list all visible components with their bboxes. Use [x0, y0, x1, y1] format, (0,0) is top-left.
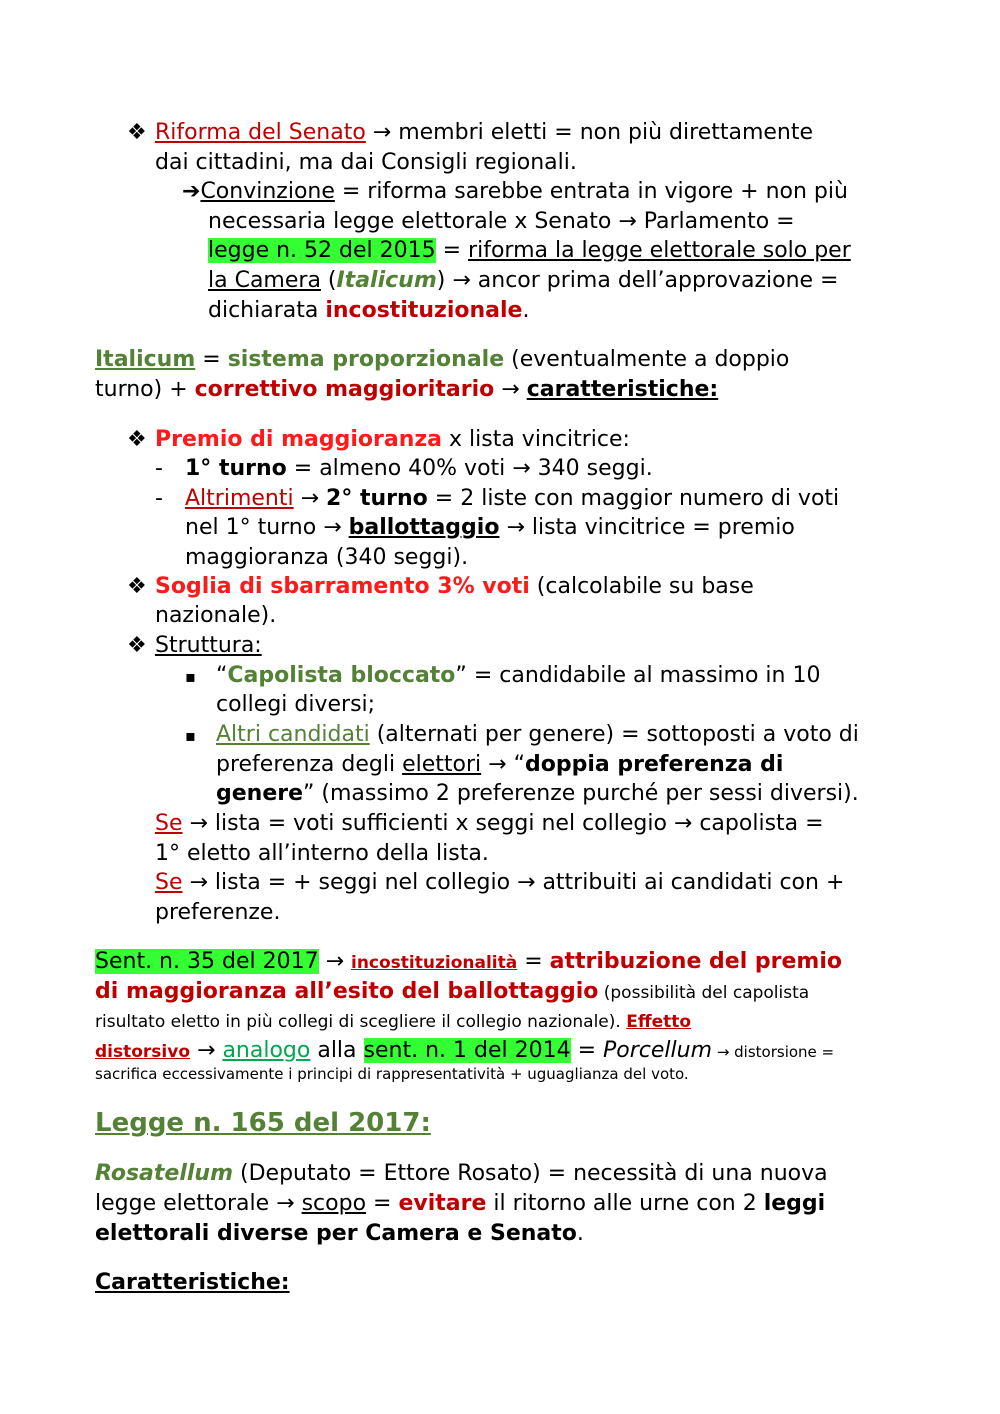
text-line: nel 1° turno → ballottaggio → lista vincitrice = premio [185, 515, 795, 540]
diamond-bullet-icon: ❖ [127, 633, 147, 658]
paragraph-italicum: Italicum = sistema proporzionale (eventualmente a doppio [95, 347, 790, 372]
text-line: la Camera (Italicum) → ancor prima dell’approvazione = [208, 268, 839, 293]
highlight-sent-35: Sent. n. 35 del 2017 [95, 949, 319, 974]
text-line-se: Se → lista = voti sufficienti x seggi nel collegio → capolista = [155, 811, 824, 836]
square-bullet-icon: ▪ [185, 667, 196, 686]
bullet-line-riforma-senato: ❖ Riforma del Senato → membri eletti = non più direttamente [127, 118, 813, 148]
text-line: dai cittadini, ma dai Consigli regionali. [155, 150, 577, 175]
text-line: dichiarata incostituzionale. [208, 298, 530, 323]
dash-bullet: - [155, 456, 163, 481]
subheading-caratteristiche: Caratteristiche: [95, 1270, 290, 1295]
text-line: di maggioranza all’esito del ballottaggio (possibilità del capolista [95, 979, 810, 1004]
text-line: turno) + correttivo maggioritario → caratteristiche: [95, 377, 719, 402]
bullet-line-struttura: ❖ Struttura: [127, 631, 262, 661]
text-line: genere” (massimo 2 preferenze purché per sessi diversi). [216, 781, 859, 806]
text-line: necessaria legge elettorale x Senato → Parlamento = [208, 209, 795, 234]
diamond-bullet-icon: ❖ [127, 120, 147, 145]
text-line: maggioranza (340 seggi). [185, 545, 469, 570]
diamond-bullet-icon: ❖ [127, 427, 147, 452]
bullet-line-premio: ❖ Premio di maggioranza x lista vincitrice: [127, 425, 630, 455]
text-line: risultato eletto in più collegi di scegliere il collegio nazionale). Effetto [95, 1012, 692, 1032]
text-line: 1° eletto all’interno della lista. [155, 841, 489, 866]
text-line: legge elettorale → scopo = evitare il ritorno alle urne con 2 leggi [95, 1191, 826, 1216]
dash-line-1-turno: - 1° turno = almeno 40% voti → 340 seggi. [155, 454, 653, 484]
bullet-line-soglia: ❖ Soglia di sbarramento 3% voti (calcolabile su base [127, 572, 754, 602]
dash-line-altrimenti: - Altrimenti → 2° turno = 2 liste con maggior numero di voti [155, 484, 839, 514]
text-line: preferenze. [155, 900, 281, 925]
text-line: sacrifica eccessivamente i principi di rappresentatività + uguaglianza del voto. [95, 1065, 689, 1083]
paragraph-rosatellum: Rosatellum (Deputato = Ettore Rosato) = necessità di una nuova [95, 1161, 828, 1186]
arrow-line-convinzione: ➔Convinzione = riforma sarebbe entrata in vigore + non più [182, 179, 848, 204]
text-line-se: Se → lista = + seggi nel collegio → attribuiti ai candidati con + [155, 870, 845, 895]
text-line: elettorali diverse per Camera e Senato. [95, 1221, 584, 1246]
square-line-capolista: ▪ “Capolista bloccato” = candidabile al massimo in 10 [185, 661, 820, 692]
text-line: distorsivo → analogo alla sent. n. 1 del 2014 = Porcellum → distorsione = [95, 1038, 835, 1063]
text-line: nazionale). [155, 603, 277, 628]
square-line-altri: ▪ Altri candidati (alternati per genere) = sottoposti a voto di [185, 720, 859, 751]
highlight-sent-1: sent. n. 1 del 2014 [363, 1038, 571, 1063]
text-line: preferenza degli elettori → “doppia preferenza di [216, 752, 784, 777]
text-line: collegi diversi; [216, 692, 376, 717]
highlight-legge-52: legge n. 52 del 2015 [208, 238, 436, 263]
dash-bullet: - [155, 486, 163, 511]
text-line: legge n. 52 del 2015 = riforma la legge elettorale solo per [208, 238, 851, 263]
paragraph-sentenza: Sent. n. 35 del 2017 → incostituzionalità = attribuzione del premio [95, 949, 842, 974]
diamond-bullet-icon: ❖ [127, 574, 147, 599]
section-heading: Legge n. 165 del 2017: [95, 1108, 431, 1138]
arrow-bullet-icon: ➔ [182, 179, 201, 204]
square-bullet-icon: ▪ [185, 726, 196, 745]
